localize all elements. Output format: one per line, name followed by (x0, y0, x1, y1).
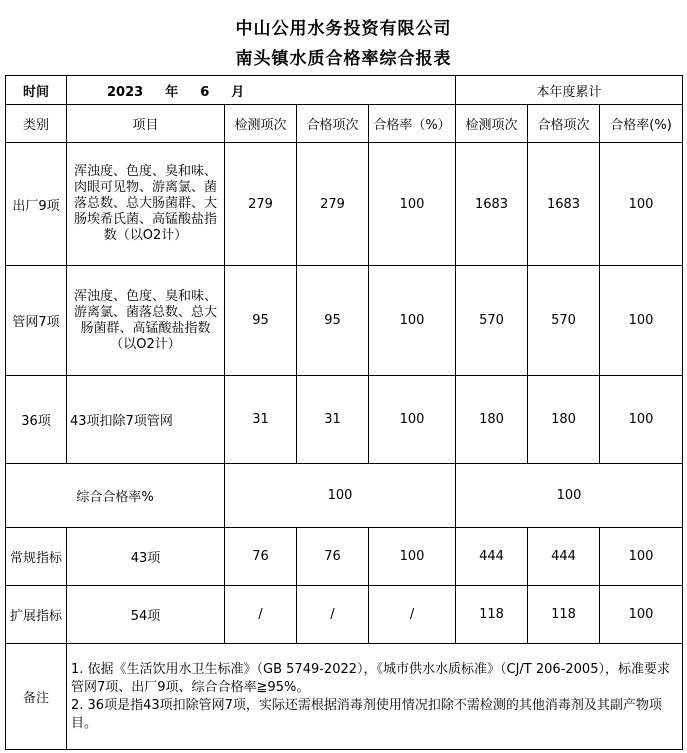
remark-line-1: 1. 依据《生活饮用水卫生标准》（GB 5749-2022），《城市供水水质标准》（CJ/T 206-2005），标准要求管网7项、出厂9项、综合合格率≧95%。 (71, 661, 670, 695)
row-annual-passed: 1683 (528, 143, 600, 266)
item-header: 项目 (67, 105, 225, 143)
passed-header: 合格项次 (297, 105, 369, 143)
row-category: 出厂9项 (6, 143, 67, 266)
row-tested: 279 (225, 143, 297, 266)
report-title: 南头镇水质合格率综合报表 (235, 49, 452, 69)
extended-annual-rate: 100 (600, 586, 683, 644)
time-row (6, 76, 683, 105)
row-tested: 31 (225, 376, 297, 464)
extended-items: 54项 (67, 586, 225, 644)
extended-annual-passed: 118 (528, 586, 600, 644)
routine-rate: 100 (369, 528, 456, 586)
row-passed: 95 (297, 266, 369, 376)
row-annual-passed: 180 (528, 376, 600, 464)
row-items: 浑浊度、色度、臭和味、肉眼可见物、游离氯、菌落总数、总大肠菌群、大肠埃希氏菌、高锰酸盐指数（以O2计） (67, 143, 225, 266)
table-row (6, 143, 683, 266)
overall-label: 综合合格率% (6, 464, 225, 528)
category-header: 类别 (6, 105, 67, 143)
row-annual-tested: 1683 (456, 143, 528, 266)
row-annual-tested: 570 (456, 266, 528, 376)
month-unit: 月 (231, 84, 245, 100)
overall-row (6, 464, 683, 528)
routine-row (6, 528, 683, 586)
row-items: 浑浊度、色度、臭和味、游离氯、菌落总数、总大肠菌群、高锰酸盐指数（以O2计） (67, 266, 225, 376)
routine-annual-passed: 444 (528, 528, 600, 586)
annual-passed-header: 合格项次 (528, 105, 600, 143)
table-row (6, 266, 683, 376)
extended-rate: / (369, 586, 456, 644)
row-rate: 100 (369, 376, 456, 464)
year-unit: 年 (165, 84, 179, 100)
time-value (67, 76, 456, 105)
row-items: 43项扣除7项管网 (67, 376, 225, 464)
row-annual-rate: 100 (600, 266, 683, 376)
routine-passed: 76 (297, 528, 369, 586)
row-annual-rate: 100 (600, 143, 683, 266)
month-value: 6 (200, 84, 210, 100)
tested-header: 检测项次 (225, 105, 297, 143)
row-category: 36项 (6, 376, 67, 464)
row-annual-rate: 100 (600, 376, 683, 464)
water-quality-table (5, 75, 683, 750)
row-passed: 279 (297, 143, 369, 266)
extended-tested: / (225, 586, 297, 644)
row-annual-passed: 570 (528, 266, 600, 376)
extended-category: 扩展指标 (6, 586, 67, 644)
remarks-row (6, 644, 683, 750)
row-tested: 95 (225, 266, 297, 376)
routine-category: 常规指标 (6, 528, 67, 586)
row-rate: 100 (369, 143, 456, 266)
remark-line-2: 2. 36项是指43项扣除管网7项，实际还需根据消毒剂使用情况扣除不需检测的其他消毒剂及其副产物项目。 (71, 697, 662, 731)
annual-tested-header: 检测项次 (456, 105, 528, 143)
extended-row (6, 586, 683, 644)
remarks-label: 备注 (6, 644, 67, 750)
extended-annual-tested: 118 (456, 586, 528, 644)
routine-items: 43项 (67, 528, 225, 586)
rate-header: 合格率（%） (369, 105, 456, 143)
row-category: 管网7项 (6, 266, 67, 376)
time-label: 时间 (6, 76, 67, 105)
column-header-row (6, 105, 683, 143)
report-company-title: 中山公用水务投资有限公司 (235, 19, 452, 39)
routine-annual-rate: 100 (600, 528, 683, 586)
row-passed: 31 (297, 376, 369, 464)
overall-value: 100 (225, 464, 456, 528)
routine-annual-tested: 444 (456, 528, 528, 586)
row-rate: 100 (369, 266, 456, 376)
overall-annual-value: 100 (456, 464, 683, 528)
routine-tested: 76 (225, 528, 297, 586)
annual-label: 本年度累计 (456, 76, 683, 105)
year-value: 2023 (107, 84, 144, 100)
remarks-content (67, 644, 683, 750)
table-row (6, 376, 683, 464)
row-annual-tested: 180 (456, 376, 528, 464)
annual-rate-header: 合格率(%) (600, 105, 683, 143)
extended-passed: / (297, 586, 369, 644)
